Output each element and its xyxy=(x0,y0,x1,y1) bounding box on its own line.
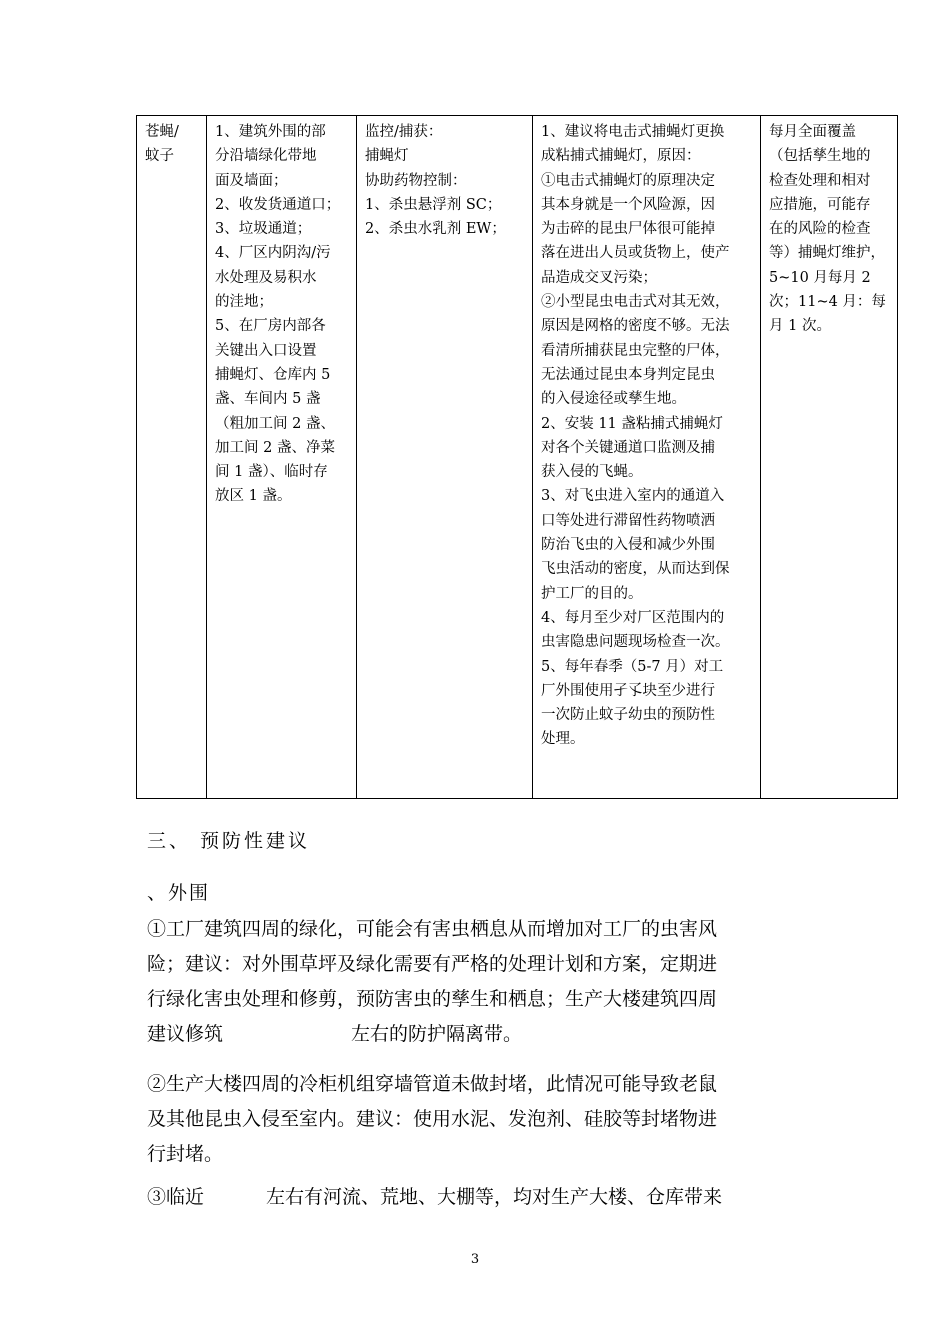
cell-line: 捕蝇灯 xyxy=(365,148,409,165)
cell-line: ②小型昆虫电击式对其无效， xyxy=(541,294,730,311)
page-number: 3 xyxy=(470,1252,480,1267)
frequency-cell xyxy=(761,116,898,799)
cell-line: 获入侵的飞蝇。 xyxy=(541,464,643,481)
pest-type-cell xyxy=(137,116,207,799)
cell-line: 1、建筑外围的部 xyxy=(215,124,326,140)
paragraph-line: 险；建议：对外围草坪及绿化需要有严格的处理计划和方案，定期进 xyxy=(147,953,718,975)
cell-line: 护工厂的目的。 xyxy=(541,585,643,602)
section-title: 三、 预防性建议 xyxy=(147,830,311,852)
cell-line: 3、垃圾通道； xyxy=(215,221,312,238)
cell-line: 飞虫活动的密度，从而达到保 xyxy=(541,561,730,578)
paragraph-surroundings xyxy=(147,1180,817,1215)
paragraph-line xyxy=(147,1017,817,1052)
cell-line: 在的风险的检查 xyxy=(769,221,871,238)
cell-line: 原因是网格的密度不够。无法 xyxy=(541,318,730,335)
cell-line: 5、每年春季（5-7 月）对工 xyxy=(541,658,724,675)
cell-line: 对各个关键通道口监测及捕 xyxy=(541,439,715,456)
cell-line: 2、收发货通道口； xyxy=(215,196,341,213)
cell-line: 放区 1 盏。 xyxy=(215,488,292,505)
cell-line: 厂外围使用孑孓块至少进行 xyxy=(541,682,715,699)
cell-line: 为击碎的昆虫尸体很可能掉 xyxy=(541,221,715,238)
cell-line: 关键出入口设置 xyxy=(215,342,317,359)
cell-line: 5~10 月每月 2 xyxy=(769,269,871,286)
cell-line: ①电击式捕蝇灯的原理决定 xyxy=(541,172,715,189)
cell-line: 2、杀虫水乳剂 EW； xyxy=(365,221,506,238)
cell-line: 一次防止蚊子幼虫的预防性 xyxy=(541,707,715,724)
cell-line: 1、建议将电击式捕蝇灯更换 xyxy=(541,124,725,140)
cell-line: 捕蝇灯、仓库内 5 xyxy=(215,366,331,383)
cell-line: 水处理及易积水 xyxy=(215,269,317,286)
cell-line: 加工间 2 盏、净菜 xyxy=(215,439,335,456)
cell-line: 的洼地； xyxy=(215,294,273,311)
cell-line: （粗加工间 2 盏、 xyxy=(215,415,335,432)
text-fragment: 建议修筑 xyxy=(147,1023,224,1045)
cell-line: 4、厂区内阴沟/污 xyxy=(215,245,331,262)
pest-control-table xyxy=(136,115,898,799)
paragraph-line: 及其他昆虫入侵至室内。建议：使用水泥、发泡剂、硅胶等封堵物进 xyxy=(147,1108,718,1130)
cell-line: 1、杀虫悬浮剂 SC； xyxy=(365,196,502,213)
cell-line: 口等处进行滞留性药物喷洒 xyxy=(541,512,715,529)
paragraph-line: ①工厂建筑四周的绿化，可能会有害虫栖息从而增加对工厂的虫害风 xyxy=(147,918,718,940)
risk-area-cell xyxy=(207,116,357,799)
cell-line: 协助药物控制： xyxy=(365,172,467,189)
recommendation-cell xyxy=(533,116,761,799)
cell-line: 看清所捕获昆虫完整的尸体， xyxy=(541,342,730,359)
control-method-cell xyxy=(357,116,533,799)
cell-line: 4、每月至少对厂区范围内的 xyxy=(541,609,725,626)
text-fragment: ③临近 xyxy=(147,1186,205,1208)
cell-line: 成粘捕式捕蝇灯，原因： xyxy=(541,148,701,165)
subsection-title: 、外围 xyxy=(147,882,211,904)
paragraph-line: 行绿化害虫处理和修剪，预防害虫的孳生和栖息；生产大楼建筑四周 xyxy=(147,988,718,1010)
cell-line: 月 1 次。 xyxy=(769,318,831,335)
cell-line: 每月全面覆盖 xyxy=(769,124,856,140)
cell-line: 3、对飞虫进入室内的通道入 xyxy=(541,488,725,505)
paragraph-line: ②生产大楼四周的冷柜机组穿墙管道未做封堵，此情况可能导致老鼠 xyxy=(147,1073,718,1095)
paragraph-line xyxy=(147,1180,817,1215)
cell-line: 处理。 xyxy=(541,731,585,748)
cell-line: 2、安装 11 盏粘捕式捕蝇灯 xyxy=(541,415,723,432)
cell-line: 检查处理和相对 xyxy=(769,172,871,189)
cell-line: 等）捕蝇灯维护， xyxy=(769,245,885,262)
table-row xyxy=(137,116,898,799)
cell-line: 5、在厂房内部各 xyxy=(215,318,326,335)
cell-line: 的入侵途径或孳生地。 xyxy=(541,391,686,408)
cell-line: 防治飞虫的入侵和减少外围 xyxy=(541,537,715,554)
cell-line: 苍蝇/ xyxy=(145,124,179,140)
paragraph-pipes xyxy=(147,1067,817,1172)
cell-line: 盏、车间内 5 盏 xyxy=(215,391,321,408)
cell-line: 应措施，可能存 xyxy=(769,196,871,213)
cell-line: 蚊子 xyxy=(145,148,174,165)
paragraph-line: 行封堵。 xyxy=(147,1143,224,1165)
cell-line: 虫害隐患问题现场检查一次。 xyxy=(541,634,730,651)
cell-line: 面及墙面； xyxy=(215,172,288,189)
cell-line: 分沿墙绿化带地 xyxy=(215,148,317,165)
paragraph-greenery xyxy=(147,912,817,1052)
text-fragment: 左右有河流、荒地、大棚等，均对生产大楼、仓库带来 xyxy=(266,1186,723,1208)
cell-line: 无法通过昆虫本身判定昆虫 xyxy=(541,366,715,383)
cell-line: （包括孳生地的 xyxy=(769,148,871,165)
cell-line: 品造成交叉污染； xyxy=(541,269,657,286)
cell-line: 间 1 盏）、临时存 xyxy=(215,464,328,481)
cell-line: 次；11~4 月：每 xyxy=(769,294,886,311)
cell-line: 其本身就是一个风险源，因 xyxy=(541,196,715,213)
text-fragment: 左右的防护隔离带。 xyxy=(351,1023,523,1045)
cell-line: 落在进出人员或货物上，使产 xyxy=(541,245,730,262)
cell-line: 监控/捕获： xyxy=(365,124,443,140)
